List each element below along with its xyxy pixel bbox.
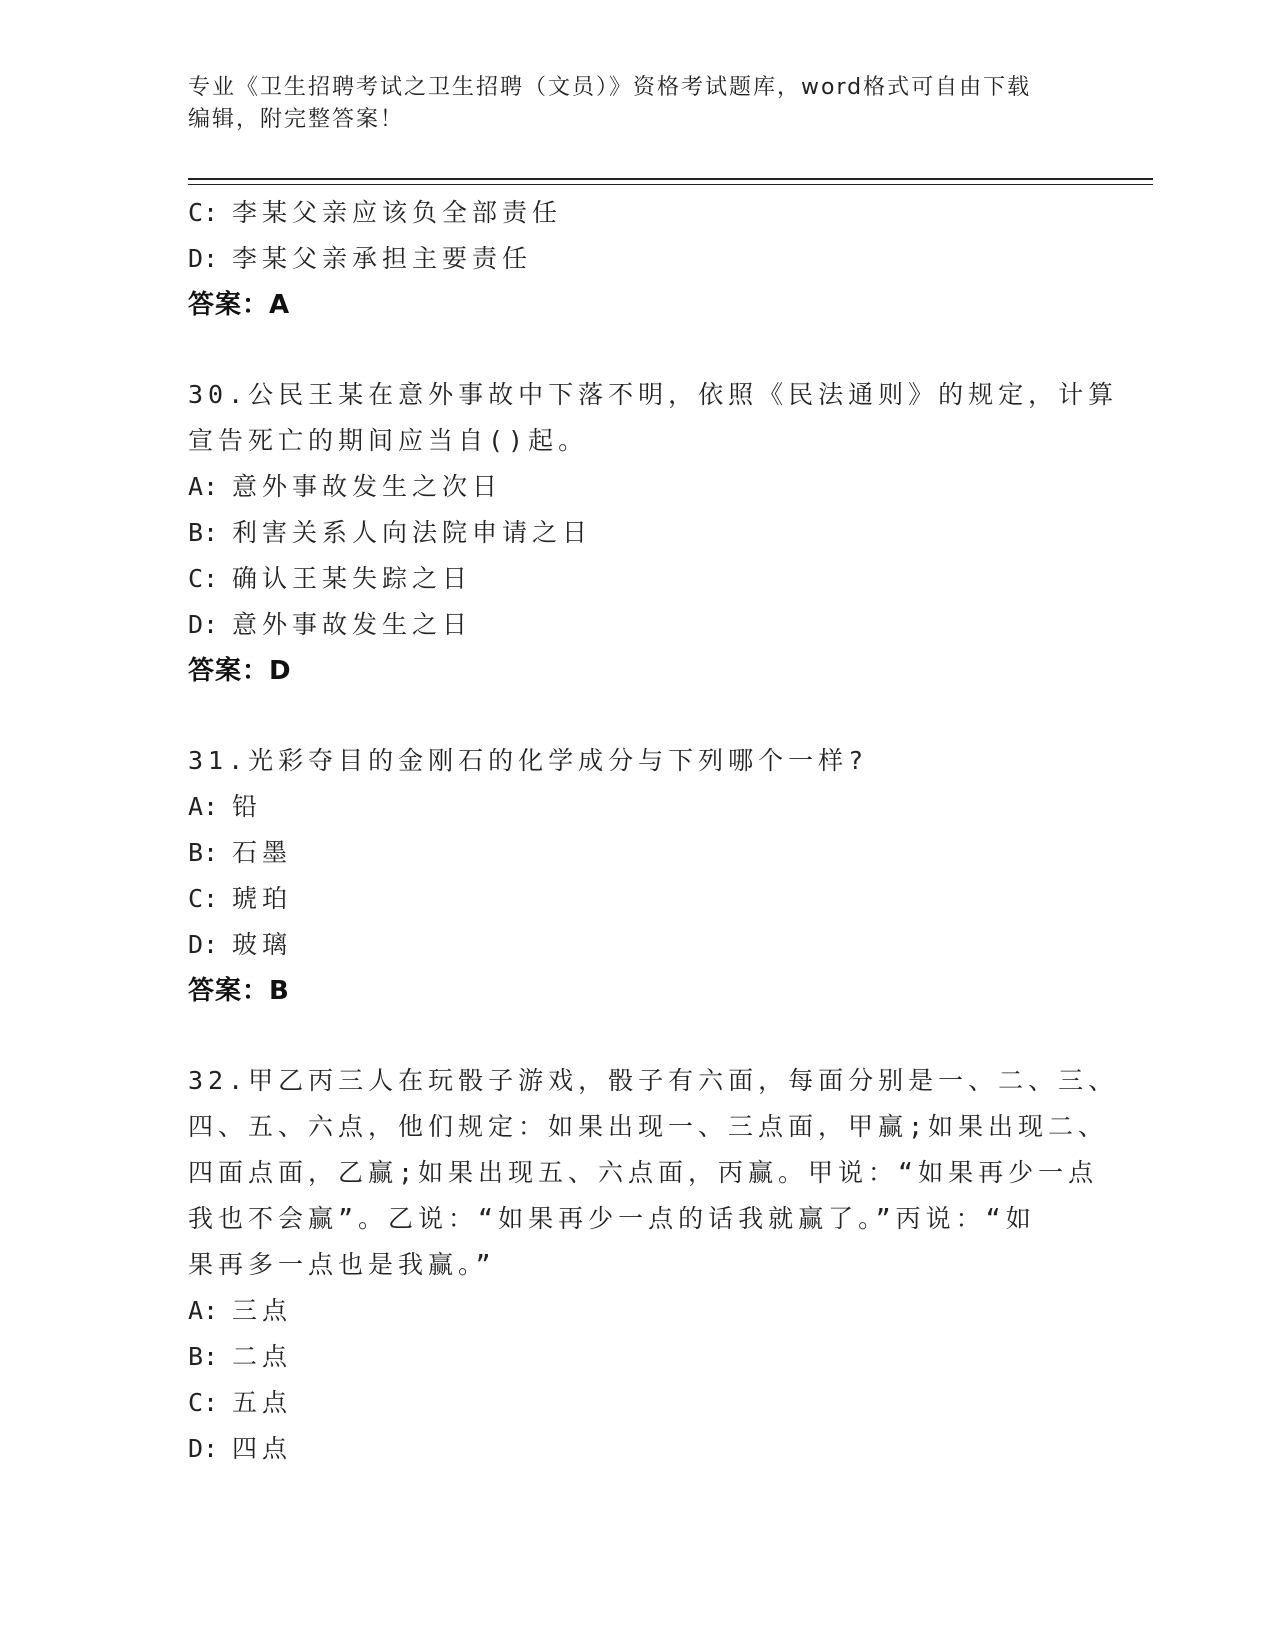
stem-line: 我也不会赢”。乙说：“如果再少一点的话我就赢了。”丙说：“如 [188,1204,1036,1233]
option-key: C: [188,884,219,913]
option-a [188,784,1088,830]
header-line-2: 编辑，附完整答案！ [188,107,405,132]
answer-line: 答案：A [188,290,291,320]
option-c [188,876,1088,922]
option-text: 意外事故发生之日 [232,610,473,639]
header-rule-thick [188,178,1153,180]
option-d [188,922,1088,968]
option-text: 二点 [232,1342,293,1371]
option-text: 三点 [232,1296,293,1325]
option-key: C: [188,1388,219,1417]
question-list [188,190,1119,1472]
option-a [188,464,1088,510]
stem-line: 四、五、六点，他们规定：如果出现一、三点面，甲赢;如果出现二、 [188,1112,1109,1141]
stem-line: 果再多一点也是我赢。” [188,1250,496,1279]
document-header [188,72,1088,136]
spacer [188,328,1088,372]
option-text: 利害关系人向法院申请之日 [232,518,593,547]
header-line-1: 专业《卫生招聘考试之卫生招聘（文员）》资格考试题库，word格式可自由下载 [188,75,1032,100]
option-text: 意外事故发生之次日 [232,472,503,501]
stem-line: 四面点面，乙赢;如果出现五、六点面，丙赢。甲说：“如果再少一点 [188,1158,1099,1187]
question-stem [188,372,1119,464]
option-key: C: [188,198,219,227]
spacer [188,1014,1088,1058]
option-b [188,1334,1088,1380]
question-block-31 [188,738,1088,1014]
option-text: 玻璃 [232,930,293,959]
stem-line: 32.甲乙丙三人在玩骰子游戏，骰子有六面，每面分别是一、二、三、 [188,1066,1119,1095]
option-text: 石墨 [232,838,293,867]
option-c [188,1380,1088,1426]
option-d [188,1426,1088,1472]
option-text: 琥珀 [232,884,293,913]
question-block-29 [188,190,1088,328]
option-key: A: [188,472,219,501]
option-c [188,190,1088,236]
option-c [188,556,1088,602]
option-text: 李某父亲承担主要责任 [232,244,533,273]
option-key: A: [188,1296,219,1325]
option-key: B: [188,1342,219,1371]
stem-line: 宣告死亡的期间应当自()起。 [188,426,589,455]
question-stem [188,738,1068,784]
option-key: D: [188,1434,219,1463]
answer-line: 答案：D [188,656,292,686]
option-b [188,830,1088,876]
option-text: 李某父亲应该负全部责任 [232,198,563,227]
question-stem [188,1058,1119,1288]
header-rule-thin [188,184,1153,185]
option-key: D: [188,244,219,273]
option-key: C: [188,564,219,593]
option-key: B: [188,838,219,867]
option-b [188,510,1088,556]
option-d [188,602,1088,648]
option-text: 铅 [232,792,263,821]
spacer [188,694,1088,738]
question-block-32 [188,1058,1119,1472]
answer-line: 答案：B [188,976,290,1006]
option-key: D: [188,930,219,959]
option-d [188,236,1088,282]
question-block-30 [188,372,1119,694]
option-a [188,1288,1088,1334]
stem-line: 30.公民王某在意外事故中下落不明，依照《民法通则》的规定，计算 [188,380,1119,409]
option-text: 五点 [232,1388,293,1417]
option-key: A: [188,792,219,821]
option-key: D: [188,610,219,639]
option-text: 确认王某失踪之日 [232,564,473,593]
stem-line: 31.光彩夺目的金刚石的化学成分与下列哪个一样? [188,746,869,775]
option-text: 四点 [232,1434,293,1463]
option-key: B: [188,518,219,547]
